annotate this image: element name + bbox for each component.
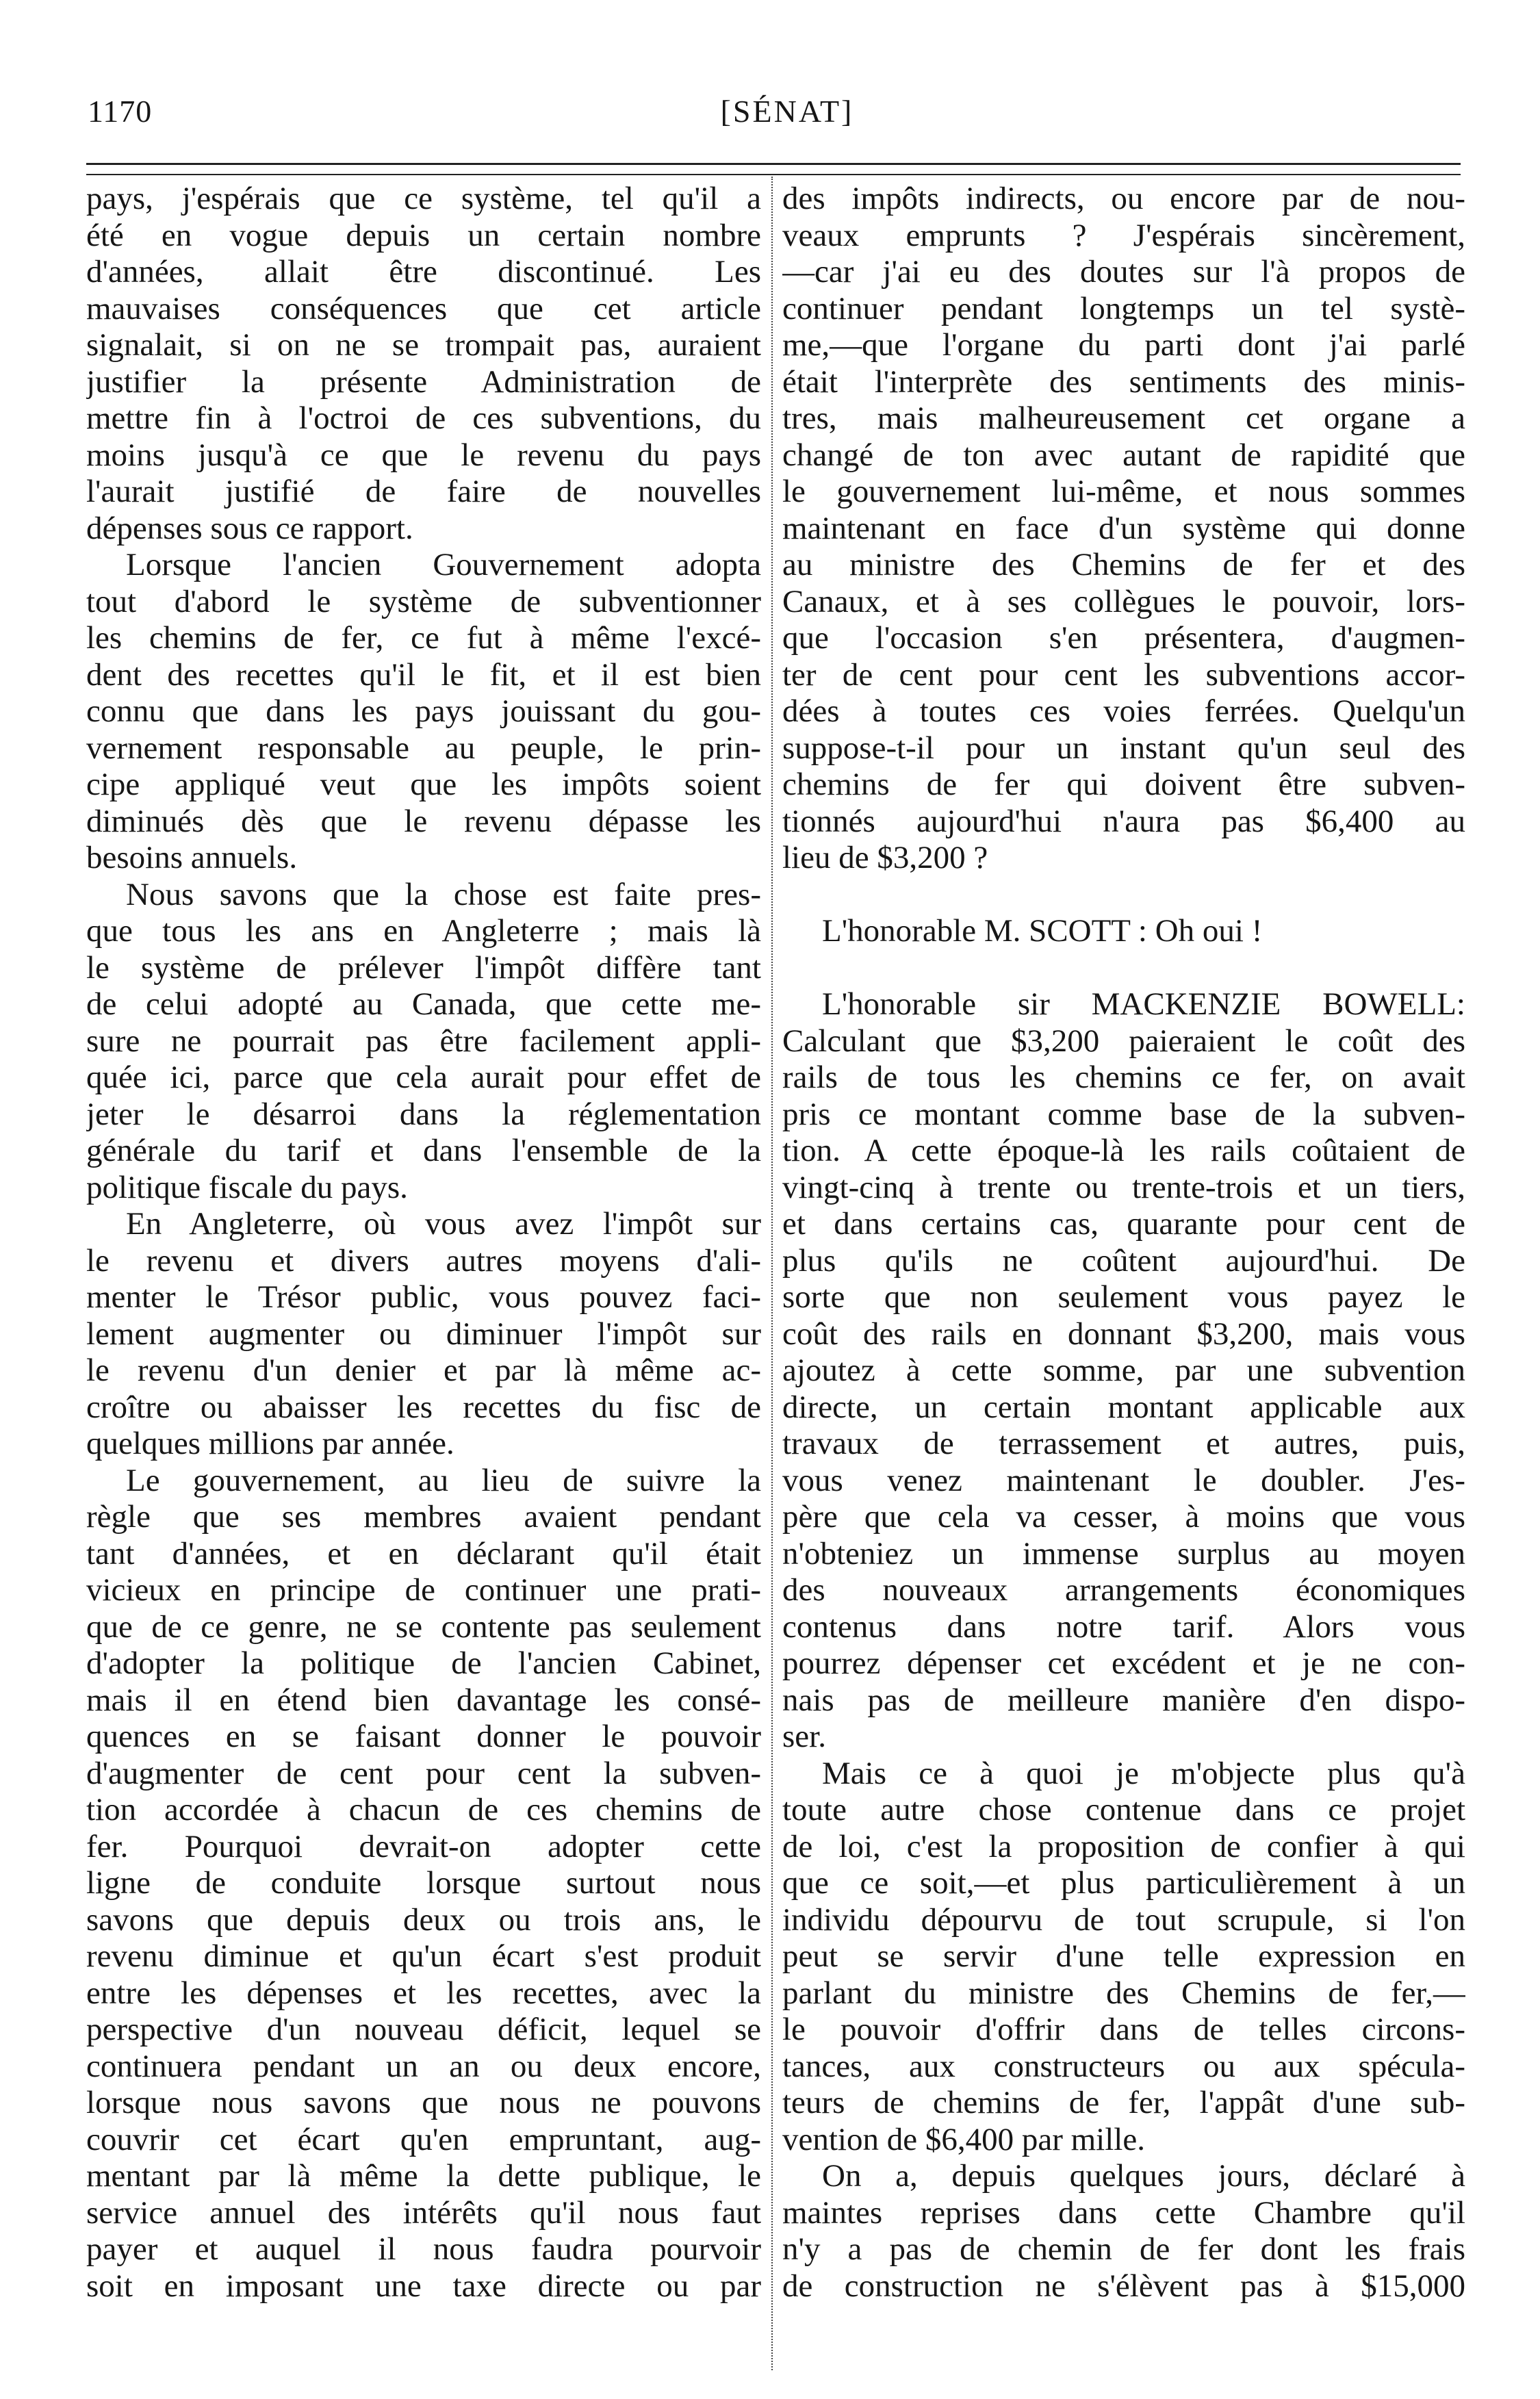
text-line: travaux de terrassement et autres, puis,: [782, 1426, 1465, 1461]
left-column: [86, 181, 761, 2305]
text-line: dent des recettes qu'il le fit, et il est bien: [86, 656, 761, 693]
text-line: dées à toutes ces voies ferrées. Quelqu'un: [782, 693, 1465, 729]
header-rule: [86, 163, 1461, 165]
text-line: savons que depuis deux ou trois ans, le: [86, 1901, 761, 1938]
text-line: ser.: [782, 1719, 826, 1754]
text-line: continuera pendant un an ou deux encore,: [86, 2048, 761, 2084]
paragraph-gap: [782, 877, 1465, 914]
text-line: lieu de $3,200 ?: [782, 840, 988, 875]
text-line: des impôts indirects, ou encore par de nou-: [782, 181, 1465, 216]
text-line: ligne de conduite lorsque surtout nous: [86, 1865, 761, 1901]
text-line: pourrez dépenser cet excédent et je ne con-: [782, 1645, 1465, 1681]
text-line: continuer pendant longtemps un tel systè-: [782, 290, 1465, 326]
text-line: chemins de fer qui doivent être subven-: [782, 767, 1465, 802]
text-line: fer. Pourquoi devrait-on adopter cette: [86, 1828, 761, 1864]
text-line: le système de prélever l'impôt diffère tant: [86, 949, 761, 986]
text-line: tionnés aujourd'hui n'aura pas $6,400 au: [782, 803, 1465, 839]
text-line: tion accordée à chacun de ces chemins de: [86, 1792, 761, 1827]
text-line: quée ici, parce que cela aurait pour effet de: [86, 1060, 761, 1095]
text-line: couvrir cet écart qu'en empruntant, aug-: [86, 2121, 761, 2157]
text-line: menter le Trésor public, vous pouvez faci-: [86, 1279, 761, 1315]
text-line: contenus dans notre tarif. Alors vous: [782, 1608, 1465, 1645]
text-line: Lorsque l'ancien Gouvernement adopta: [126, 547, 761, 582]
text-line: Nous savons que la chose est faite pres-: [126, 876, 761, 912]
text-line: lorsque nous savons que nous ne pouvons: [86, 2085, 761, 2120]
text-line: payer et auquel il nous faudra pourvoir: [86, 2231, 761, 2267]
text-line: n'obteniez un immense surplus au moyen: [782, 1535, 1465, 1571]
text-line: que tous les ans en Angleterre ; mais là: [86, 913, 761, 949]
text-line: teurs de chemins de fer, l'appât d'une sub-: [782, 2085, 1465, 2120]
text-line: Mais ce à quoi je m'objecte plus qu'à: [822, 1755, 1465, 1791]
text-line: mentant par là même la dette publique, le: [86, 2158, 761, 2194]
text-line: entre les dépenses et les recettes, avec la: [86, 1975, 761, 2011]
text-line: l'aurait justifié de faire de nouvelles: [86, 474, 761, 509]
text-line: le pouvoir d'offrir dans de telles circons-: [782, 2012, 1465, 2047]
text-line: L'honorable M. SCOTT : Oh oui !: [822, 913, 1263, 949]
text-line: mettre fin à l'octroi de ces subventions, du: [86, 400, 761, 436]
text-line: En Angleterre, où vous avez l'impôt sur: [126, 1206, 761, 1242]
text-line: et dans certains cas, quarante pour cent de: [782, 1206, 1465, 1242]
text-line: besoins annuels.: [86, 840, 298, 875]
text-line: veaux emprunts ? J'espérais sincèrement,: [782, 217, 1465, 253]
text-line: que de ce genre, ne se contente pas seulement: [86, 1608, 761, 1645]
text-line: justifier la présente Administration de: [86, 363, 761, 400]
text-line: Canaux, et à ses collègues le pouvoir, lors-: [782, 583, 1465, 619]
text-line: tances, aux constructeurs ou aux spécula-: [782, 2048, 1465, 2084]
text-line: parlant du ministre des Chemins de fer,—: [782, 1975, 1465, 2011]
right-column: [782, 181, 1465, 2305]
text-line: coût des rails en donnant $3,200, mais vous: [782, 1316, 1465, 1352]
text-line: de celui adopté au Canada, que cette me-: [86, 986, 761, 1022]
text-line: suppose-t-il pour un instant qu'un seul des: [782, 730, 1465, 766]
text-line: perspective d'un nouveau déficit, lequel se: [86, 2012, 761, 2047]
text-line: d'augmenter de cent pour cent la subven-: [86, 1755, 761, 1791]
text-line: au ministre des Chemins de fer et des: [782, 547, 1465, 582]
text-line: dépenses sous ce rapport.: [86, 510, 413, 546]
text-line: de construction ne s'élèvent pas à $15,000: [782, 2268, 1465, 2304]
text-line: individu dépourvu de tout scrupule, si l'on: [782, 1901, 1465, 1938]
text-line: le gouvernement lui-même, et nous sommes: [782, 474, 1465, 509]
text-line: règle que ses membres avaient pendant: [86, 1499, 761, 1535]
text-line: pays, j'espérais que ce système, tel qu'il a: [86, 181, 761, 216]
column-divider: [771, 177, 773, 2370]
text-line: service annuel des intérêts qu'il nous faut: [86, 2194, 761, 2231]
text-line: vicieux en principe de continuer une prati-: [86, 1572, 761, 1608]
text-line: quelques millions par année.: [86, 1426, 454, 1461]
text-line: Calculant que $3,200 paieraient le coût des: [782, 1023, 1465, 1059]
text-line: ter de cent pour cent les subventions accor-: [782, 656, 1465, 693]
page-number: 1170: [88, 94, 153, 129]
text-line: Le gouvernement, au lieu de suivre la: [126, 1462, 761, 1498]
text-line: générale du tarif et dans l'ensemble de la: [86, 1133, 761, 1168]
text-line: tout d'abord le système de subventionner: [86, 583, 761, 619]
text-line: plus qu'ils ne coûtent aujourd'hui. De: [782, 1242, 1465, 1279]
text-line: cipe appliqué veut que les impôts soient: [86, 767, 761, 802]
text-line: de loi, c'est la proposition de confier à qui: [782, 1828, 1465, 1864]
text-line: On a, depuis quelques jours, déclaré à: [822, 2158, 1465, 2194]
text-line: directe, un certain montant applicable aux: [782, 1389, 1465, 1425]
text-line: L'honorable sir MACKENZIE BOWELL:: [822, 986, 1465, 1022]
text-line: toute autre chose contenue dans ce projet: [782, 1792, 1465, 1827]
text-line: été en vogue depuis un certain nombre: [86, 217, 761, 253]
text-line: politique fiscale du pays.: [86, 1169, 408, 1205]
text-line: moins jusqu'à ce que le revenu du pays: [86, 437, 761, 473]
text-line: jeter le désarroi dans la réglementation: [86, 1096, 761, 1132]
text-line: soit en imposant une taxe directe ou par: [86, 2268, 761, 2304]
header-rule-thin: [86, 174, 1461, 175]
text-line: lement augmenter ou diminuer l'impôt sur: [86, 1316, 761, 1352]
text-line: revenu diminue et qu'un écart s'est produit: [86, 1938, 761, 1974]
text-line: maintes reprises dans cette Chambre qu'il: [782, 2194, 1465, 2231]
text-line: que ce soit,—et plus particulièrement à un: [782, 1865, 1465, 1901]
text-line: ajoutez à cette somme, par une subvention: [782, 1352, 1465, 1388]
text-line: les chemins de fer, ce fut à même l'excé-: [86, 620, 761, 656]
text-line: mauvaises conséquences que cet article: [86, 290, 761, 326]
text-line: père que cela va cesser, à moins que vous: [782, 1499, 1465, 1535]
text-line: peut se servir d'une telle expression en: [782, 1938, 1465, 1974]
text-line: était l'interprète des sentiments des minis-: [782, 363, 1465, 400]
text-line: quences en se faisant donner le pouvoir: [86, 1719, 761, 1754]
text-line: d'années, allait être discontinué. Les: [86, 254, 761, 290]
text-line: me,—que l'organe du parti dont j'ai parlé: [782, 327, 1465, 363]
text-line: d'adopter la politique de l'ancien Cabinet,: [86, 1645, 761, 1681]
text-line: mais il en étend bien davantage les consé-: [86, 1682, 761, 1718]
text-line: vention de $6,400 par mille.: [782, 2121, 1145, 2157]
text-line: tant d'années, et en déclarant qu'il était: [86, 1535, 761, 1571]
text-line: que l'occasion s'en présentera, d'augmen-: [782, 620, 1465, 656]
text-line: vous venez maintenant le doubler. J'es-: [782, 1462, 1465, 1498]
text-line: croître ou abaisser les recettes du fisc de: [86, 1389, 761, 1425]
text-line: changé de ton avec autant de rapidité que: [782, 437, 1465, 473]
text-line: rails de tous les chemins ce fer, on avait: [782, 1060, 1465, 1095]
text-line: le revenu et divers autres moyens d'ali-: [86, 1242, 761, 1279]
text-line: nais pas de meilleure manière d'en dispo-: [782, 1682, 1465, 1718]
text-line: vingt-cinq à trente ou trente-trois et un tiers,: [782, 1169, 1465, 1205]
text-line: sure ne pourrait pas être facilement appli-: [86, 1023, 761, 1059]
section-header: [SÉNAT]: [720, 94, 854, 129]
text-line: vernement responsable au peuple, le prin-: [86, 730, 761, 766]
text-line: n'y a pas de chemin de fer dont les frais: [782, 2231, 1465, 2267]
text-line: signalait, si on ne se trompait pas, auraient: [86, 327, 761, 363]
text-line: maintenant en face d'un système qui donne: [782, 510, 1465, 546]
text-line: tres, mais malheureusement cet organe a: [782, 400, 1465, 436]
text-line: connu que dans les pays jouissant du gou-: [86, 693, 761, 729]
text-line: pris ce montant comme base de la subven-: [782, 1096, 1465, 1132]
paragraph-gap: [782, 950, 1465, 987]
text-line: le revenu d'un denier et par là même ac-: [86, 1352, 761, 1388]
text-line: diminués dès que le revenu dépasse les: [86, 803, 761, 839]
text-line: sorte que non seulement vous payez le: [782, 1279, 1465, 1315]
text-line: —car j'ai eu des doutes sur l'à propos de: [782, 254, 1465, 290]
text-line: tion. A cette époque-là les rails coûtaient de: [782, 1133, 1465, 1168]
text-line: des nouveaux arrangements économiques: [782, 1572, 1465, 1608]
